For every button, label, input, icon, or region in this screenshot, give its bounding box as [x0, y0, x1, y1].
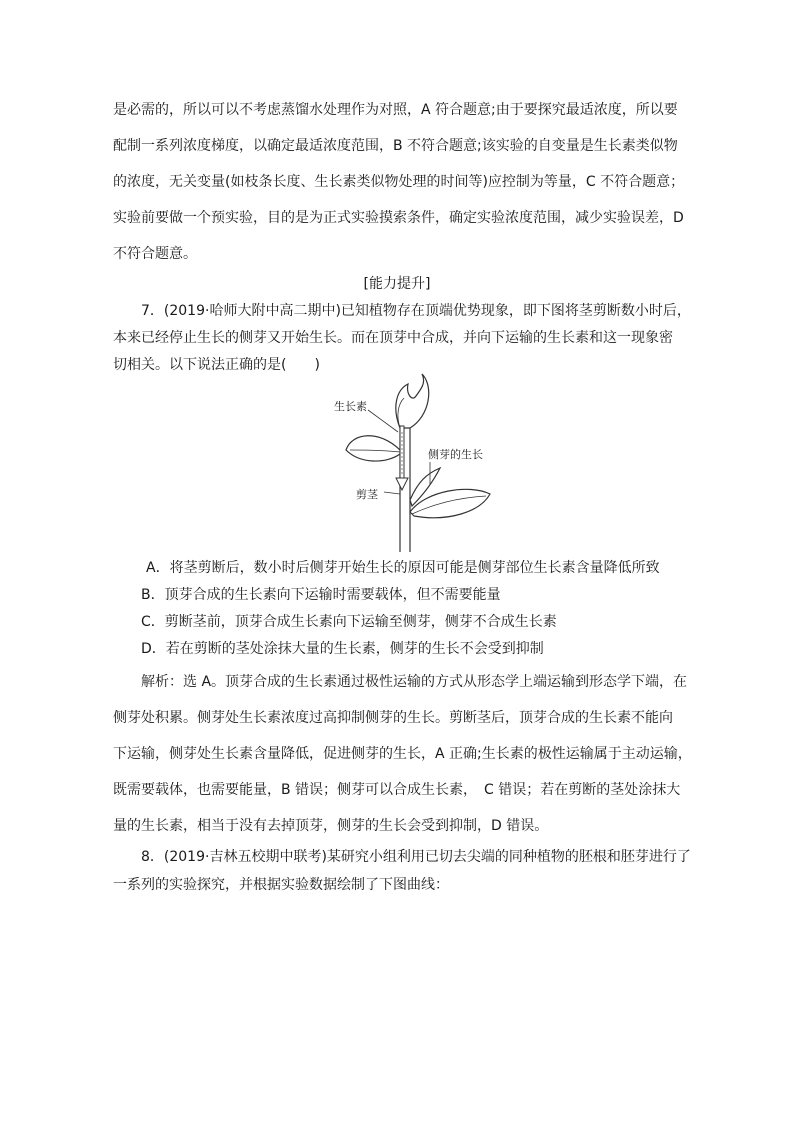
- terminal-bud: [396, 374, 429, 428]
- cut-stem-label: 剪茎: [356, 488, 378, 501]
- section-heading: [能力提升]: [363, 276, 431, 292]
- prev-solution-line: 的浓度，无关变量(如枝条长度、生长素类似物处理的时间等)应控制为等量，C 不符合题意；: [113, 174, 685, 190]
- q7-solution-line: 既需要载体，也需要能量，B 错误；侧芽可以合成生长素， C 错误；若在剪断的茎处涂抹大: [113, 782, 681, 798]
- q8-stem-line: 一系列的实验探究，并根据实验数据绘制了下图曲线：: [113, 877, 449, 893]
- q8-stem-line: 8．(2019·吉林五校期中联考)某研究小组利用已切去尖端的同种植物的胚根和胚芽进行了: [141, 849, 691, 865]
- auxin-arrow: [396, 426, 408, 490]
- q7-option-d: D．若在剪断的茎处涂抹大量的生长素，侧芽的生长不会受到抑制: [141, 641, 544, 657]
- q7-solution-line: 量的生长素，相当于没有去掉顶芽，侧芽的生长会受到抑制，D 错误。: [113, 818, 549, 834]
- lateral-growth-label: 侧芽的生长: [428, 448, 483, 461]
- q7-solution-line: 解析：选 A。顶芽合成的生长素通过极性运输的方式从形态学上端运输到形态学下端，在: [141, 674, 688, 690]
- prev-solution-line: 是必需的，所以可以不考虑蒸馏水处理作为对照，A 符合题意;由于要探究最适浓度，所以要: [113, 102, 678, 118]
- q7-option-a: A．将茎剪断后，数小时后侧芽开始生长的原因可能是侧芽部位生长素含量降低所致: [146, 560, 660, 576]
- q7-stem-line: 本来已经停止生长的侧芽又开始生长。而在顶芽中合成，并向下运输的生长素和这一现象密: [113, 330, 673, 346]
- q7-solution-line: 下运输，侧芽处生长素含量降低，促进侧芽的生长，A 正确;生长素的极性运输属于主动运输，: [113, 746, 692, 762]
- auxin-label: 生长素: [334, 400, 367, 413]
- prev-solution-line: 不符合题意。: [113, 246, 197, 262]
- prev-solution-line: 实验前要做一个预实验，目的是为正式实验摸索条件，确定实验浓度范围，减少实验误差，D: [113, 210, 684, 226]
- q7-solution-line: 侧芽处积累。侧芽处生长素浓度过高抑制侧芽的生长。剪断茎后，顶芽合成的生长素不能向: [113, 710, 673, 726]
- q7-option-c: C．剪断茎前，顶芽合成生长素向下运输至侧芽，侧芽不合成生长素: [141, 614, 557, 630]
- q7-option-b: B．顶芽合成的生长素向下运输时需要载体，但不需要能量: [141, 587, 501, 603]
- q7-stem-line: 7．(2019·哈师大附中高二期中)已知植物存在顶端优势现象，即下图将茎剪断数小时后，: [141, 303, 691, 319]
- plant-stem-diagram: [330, 372, 510, 554]
- q7-stem-line: 切相关。以下说法正确的是( ): [113, 357, 320, 373]
- prev-solution-line: 配制一系列浓度梯度，以确定最适浓度范围，B 不符合题意;该实验的自变量是生长素类似物: [113, 138, 678, 154]
- upper-leaf: [346, 436, 400, 461]
